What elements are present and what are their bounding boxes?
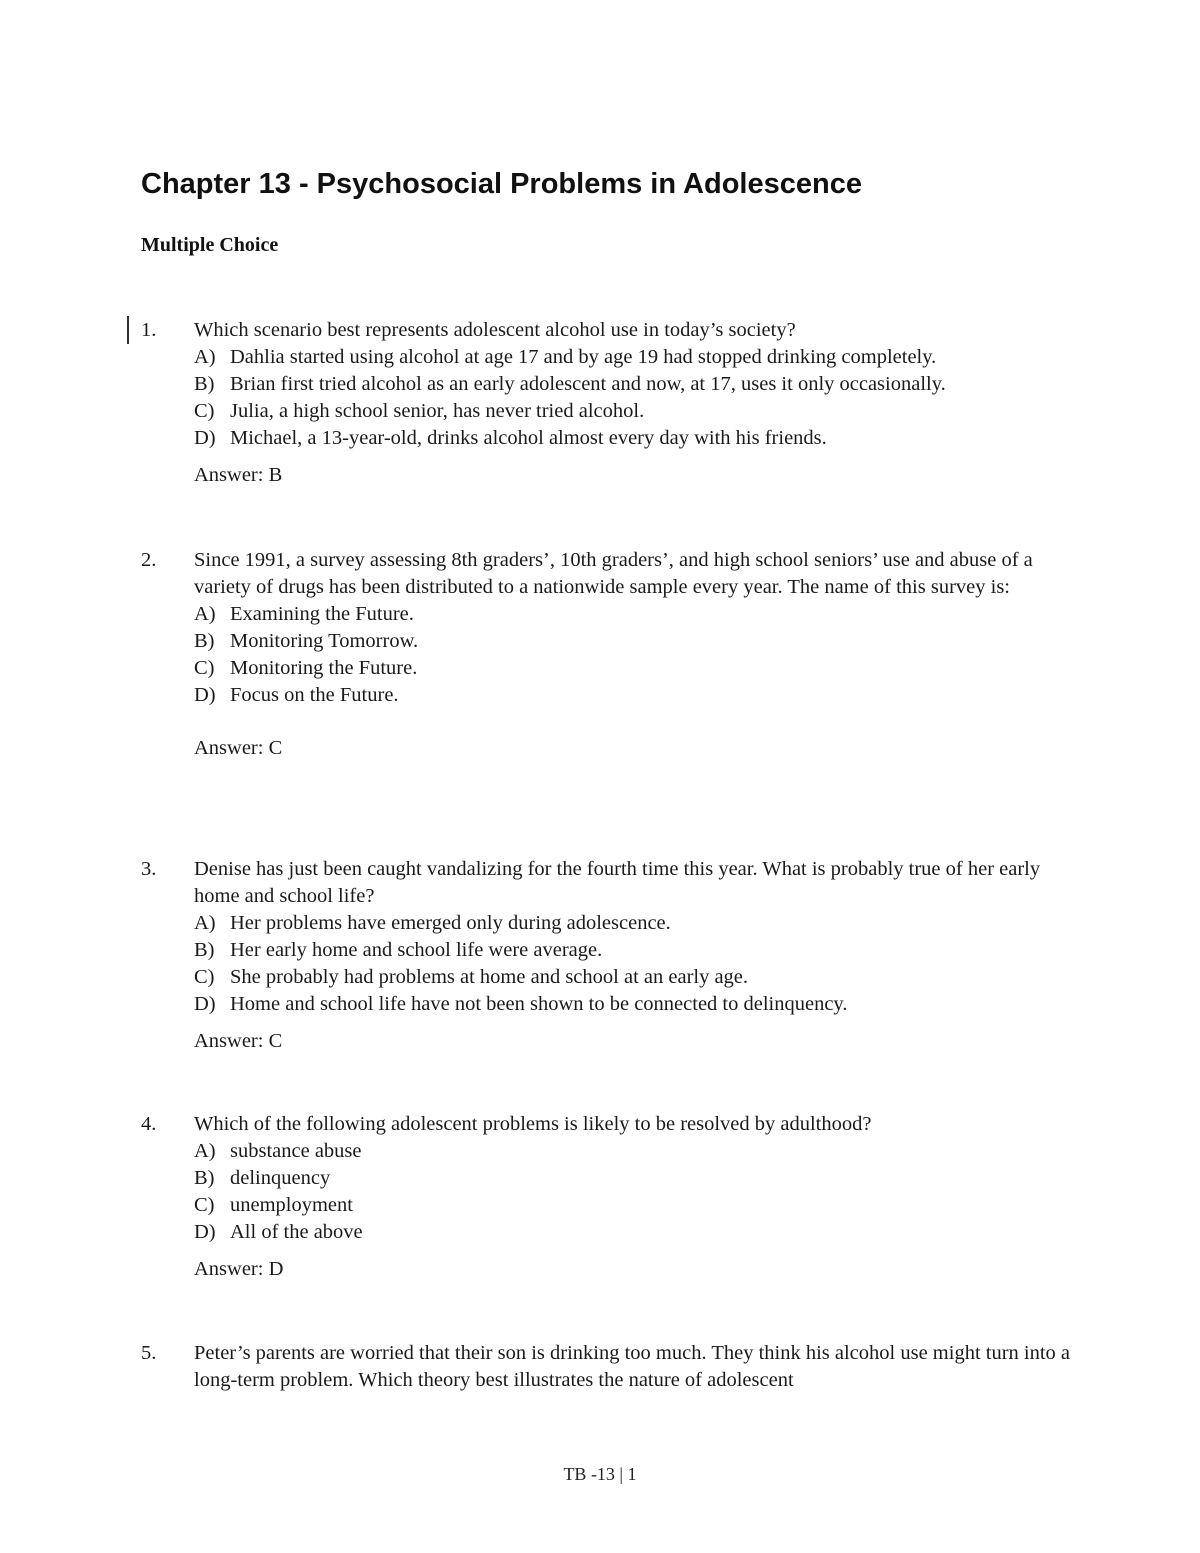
- option-letter: C): [194, 966, 215, 988]
- option-c: [194, 655, 1081, 682]
- option-c: [194, 398, 1081, 425]
- option-text: She probably had problems at home and school at an early age.: [230, 966, 749, 988]
- option-a: [194, 344, 1081, 371]
- option-b: [194, 371, 1081, 398]
- option-text: Dahlia started using alcohol at age 17 and by age 19 had stopped drinking completely.: [230, 346, 937, 368]
- option-b: [194, 1165, 1081, 1192]
- option-letter: A): [194, 603, 216, 625]
- option-text: Her problems have emerged only during adolescence.: [230, 912, 671, 934]
- question-5: [141, 1340, 1081, 1394]
- option-text: delinquency: [230, 1167, 331, 1189]
- option-b: [194, 937, 1081, 964]
- question-3: [141, 856, 1081, 1055]
- option-letter: D): [194, 684, 216, 706]
- option-text: Brian first tried alcohol as an early adolescent and now, at 17, uses it only occasionally.: [230, 373, 946, 395]
- option-d: [194, 1219, 1081, 1246]
- option-text: Examining the Future.: [230, 603, 414, 625]
- question-stem: Denise has just been caught vandalizing for the fourth time this year. What is probably true of her early home and school life?: [194, 858, 1041, 907]
- option-list: [194, 1138, 1081, 1246]
- option-text: Monitoring the Future.: [230, 657, 418, 679]
- question-number: 5.: [141, 1342, 157, 1364]
- question-4: [141, 1111, 1081, 1283]
- option-text: Monitoring Tomorrow.: [230, 630, 419, 652]
- option-a: [194, 1138, 1081, 1165]
- option-letter: C): [194, 1194, 215, 1216]
- question-2: [141, 547, 1081, 762]
- option-text: Her early home and school life were average.: [230, 939, 603, 961]
- question-number: 3.: [141, 858, 157, 880]
- option-letter: C): [194, 657, 215, 679]
- option-text: Michael, a 13-year-old, drinks alcohol almost every day with his friends.: [230, 427, 827, 449]
- section-heading: Multiple Choice: [141, 234, 279, 256]
- option-text: Focus on the Future.: [230, 684, 399, 706]
- option-letter: B): [194, 373, 215, 395]
- question-stem: Peter’s parents are worried that their son is drinking too much. They think his alcohol use might turn into a long-term problem. Which theory best illustrates the nature of adolescent: [194, 1342, 1071, 1391]
- option-list: [194, 910, 1081, 1018]
- option-text: substance abuse: [230, 1140, 362, 1162]
- answer-key: Answer: B: [194, 464, 283, 486]
- question-stem: Which scenario best represents adolescent alcohol use in today’s society?: [194, 319, 796, 341]
- option-letter: D): [194, 1221, 216, 1243]
- question-stem: Since 1991, a survey assessing 8th graders’, 10th graders’, and high school seniors’ use and abuse of a variety of drugs has been distributed to a nationwide sample every year. The name of this survey is:: [194, 549, 1033, 598]
- answer-key: Answer: C: [194, 737, 283, 759]
- option-text: Julia, a high school senior, has never tried alcohol.: [230, 400, 645, 422]
- revision-change-bar: [127, 316, 129, 344]
- option-c: [194, 964, 1081, 991]
- page-footer: TB -13 | 1: [563, 1464, 637, 1484]
- option-d: [194, 991, 1081, 1018]
- option-letter: D): [194, 993, 216, 1015]
- option-letter: B): [194, 939, 215, 961]
- option-a: [194, 910, 1081, 937]
- option-d: [194, 425, 1081, 452]
- option-d: [194, 682, 1081, 709]
- answer-key: Answer: C: [194, 1030, 283, 1052]
- answer-key: Answer: D: [194, 1258, 284, 1280]
- option-letter: B): [194, 1167, 215, 1189]
- option-a: [194, 601, 1081, 628]
- option-b: [194, 628, 1081, 655]
- question-number: 4.: [141, 1113, 157, 1135]
- option-letter: B): [194, 630, 215, 652]
- chapter-title: Chapter 13 - Psychosocial Problems in Adolescence: [141, 168, 862, 200]
- option-c: [194, 1192, 1081, 1219]
- option-letter: D): [194, 427, 216, 449]
- option-letter: C): [194, 400, 215, 422]
- option-letter: A): [194, 912, 216, 934]
- option-list: [194, 344, 1081, 452]
- option-letter: A): [194, 1140, 216, 1162]
- question-1: [141, 317, 1081, 489]
- question-number: 1.: [141, 319, 157, 341]
- option-text: unemployment: [230, 1194, 353, 1216]
- option-letter: A): [194, 346, 216, 368]
- question-stem: Which of the following adolescent problems is likely to be resolved by adulthood?: [194, 1113, 872, 1135]
- question-number: 2.: [141, 549, 157, 571]
- option-text: All of the above: [230, 1221, 363, 1243]
- option-text: Home and school life have not been shown to be connected to delinquency.: [230, 993, 848, 1015]
- option-list: [194, 601, 1081, 709]
